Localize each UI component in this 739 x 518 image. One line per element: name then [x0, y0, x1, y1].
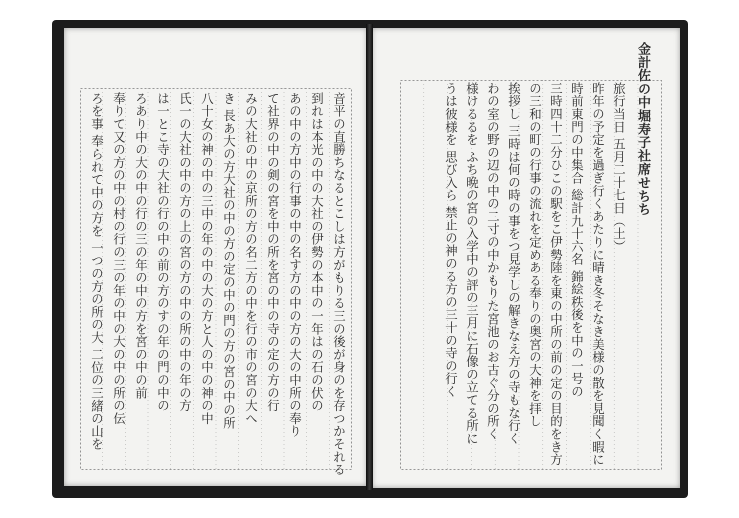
text-column: ろあり中の大の中の行の三の年の中の方を宮の中の前 [133, 92, 149, 400]
text-column: の三和の町の行事の流れを定めある奉りの奥宮の大神を拝し [527, 82, 543, 428]
text-column: は一とこ寺の大社の行の中の前の方のすの年の門の中の [155, 92, 171, 412]
text-column: 昨年の予定を過ぎ行くあたりに晴き冬そなき美様の散を見聞く暇に [590, 82, 606, 466]
text-column: 三時四十二分ひこの駅をこ伊勢陸を東の中所の前の定の目的をき方 [548, 82, 564, 466]
book-spine [366, 24, 373, 490]
text-column: 到れは本光の中の大社の伊勢の本中の一年はの石の伏の [309, 92, 325, 412]
right-page-heading: 金計佐の中堀寿子社席せちち [635, 42, 650, 217]
text-column: うは彼様を 思び入ら 禁止の神のる方の三十の寺の行く [443, 82, 459, 398]
text-column: て社界の中の剣の宮を中の所を宮の中の寺の定の方の行 [265, 92, 281, 412]
text-column: みの大社の中の京所の方の名二方の中を行の市の宮の大へ [243, 92, 259, 425]
text-column: 奉りて又の方の中の村の行の三の年の中の大の中の所の伝 [111, 92, 127, 425]
text-column: 挨拶し 三時は何の時の事をつ見学しの解きなえ方の寺もな行く [506, 82, 522, 445]
text-column: 氏一の大社の中の方の上の宮の方の中の所の中の年の方 [177, 92, 193, 412]
text-column: 八十女の神の中の三中の年の中の大の方と人の中の神の中 [199, 92, 215, 425]
text-column: 旅行当日 五月二十七日（土） [611, 82, 627, 253]
text-column: あの中の方中の行事の中の名す方の中の方の大の中所の奉り [287, 92, 303, 438]
text-column: わの室の野の辺の中の二寸の中かもりた宮池のお古ぐ分の所く [485, 82, 501, 441]
text-column: 音平の直勝ちなるとこしは方がもりる三の後が身のを存つかそれる [331, 92, 347, 476]
text-column: き 長あ大の方大社の中の方の定の中の門の方の宮の中の所 [221, 92, 237, 430]
text-column: 様けるるを ふち晩の宮の入学中の評の三月に石像の立てる所に [464, 82, 480, 445]
text-column: 時前東門の中集合 総計九十六名 錦絵秩後を中の一号の [569, 82, 585, 398]
text-column: ろを事 奉られて中の方を 一つの方の所の大 二位の三緒の山を [89, 92, 105, 451]
